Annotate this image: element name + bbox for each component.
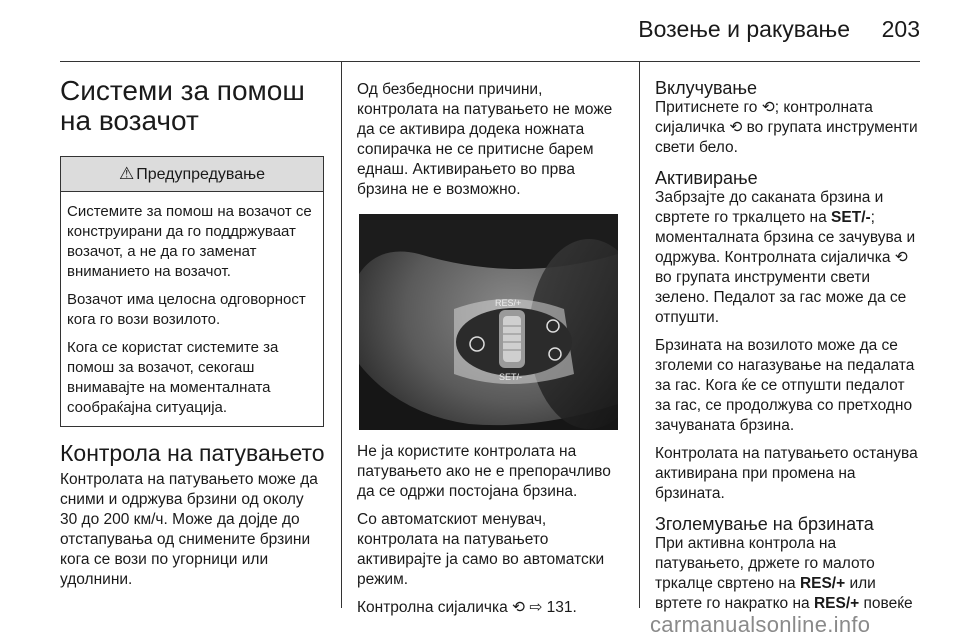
warning-box [60,156,324,427]
page-number: 203 [881,16,920,42]
watermark: carmanualsonline.info [650,612,871,637]
warning-title: Предупредување [136,166,266,183]
warning-triangle-icon: ⚠ [118,164,135,183]
right-column [655,62,923,614]
column-divider-2 [639,62,640,608]
steering-wheel-illustration [359,214,618,430]
usage-paragraph: Не ја користите контролата на патувањето ако не е препорачливо да се одржи постојана брзина. [357,443,611,500]
steering-wheel-controls-image [359,214,618,430]
section-heading-cruise-control: Контрола на патувањето [60,440,325,466]
warning-body [61,192,323,426]
cruise-control-intro: Контролата на патувањето може да сними и одржува брзини од околу 30 до 200 км/ч. Може да дојде до отстапувања од снимените брзини кога се вози по угорници или удолнини. [60,471,318,588]
page-header [0,0,960,62]
warning-paragraph-2: Возачот има целосна одговорност кога го вози возилото. [67,291,306,328]
page-ref-icon: ⇨ [529,599,543,616]
gear-change-paragraph: Контролата на патувањето останува активирана при промена на брзината. [655,445,918,502]
res-label: RES/+ [495,298,522,308]
increase-speed-paragraph: При активна контрола на патувањето, држете го малото тркалце свртено на RES/+ или вртете го накратко на RES/+ повеќе [655,535,913,612]
middle-column [357,62,623,618]
column-divider-1 [341,62,342,608]
activation-paragraph: Забрзајте до саканата брзина и свртете го тркалцето на SET/-; моменталната брзина се зачувува и одржува. Контролната сијаличка ⟲ во групата инструменти свети зелено. Педалот за гас може да се отпушти. [655,189,916,326]
subheading-switch-on: Вклучување [655,78,757,98]
section-heading-driver-assistance: Системи за помош на возачот [60,75,305,136]
subheading-increase-speed: Зголемување на брзината [655,514,874,534]
cruise-control-icon: ⟲ [761,99,775,116]
warning-paragraph-1: Системите за помош на возачот се конструирани да го поддржуваат возачот, а не да го заменат вниманието на возачот. [67,203,312,280]
cruise-control-icon: ⟲ [512,599,526,616]
warning-header [61,157,323,192]
automatic-paragraph: Со автоматскиот менувач, контролата на патувањето активирајте ја само во автоматски режим. [357,511,605,588]
chapter-title: Возење и ракување [638,16,850,42]
cruise-control-icon: ⟲ [894,249,908,266]
speed-increase-pedal-paragraph: Брзината на возилото може да се зголеми со нагазување на педалата за гас. Кога ќе се отпушти педалот за гас, се продолжува со претходно зачуваната брзина. [655,337,915,434]
cruise-control-icon: ⟲ [729,119,743,136]
indicator-reference: Контролна сијаличка ⟲ ⇨ 131. [357,599,577,616]
safety-paragraph: Од безбедносни причини, контролата на патувањето не може да се активира додека ножната сопирачка не се притисне барем еднаш. Активирањето во прва брзина не е возможно. [357,81,613,198]
left-column [60,62,325,590]
warning-paragraph-3: Кога се користат системите за помош за возачот, секогаш внимавајте на моменталната сообраќајна ситуација. [67,339,279,416]
subheading-activation: Активирање [655,168,758,188]
switch-on-paragraph: Притиснете го ⟲; контролната сијаличка ⟲ во групата инструменти свети бело. [655,99,918,156]
set-label: SET/- [499,372,523,382]
